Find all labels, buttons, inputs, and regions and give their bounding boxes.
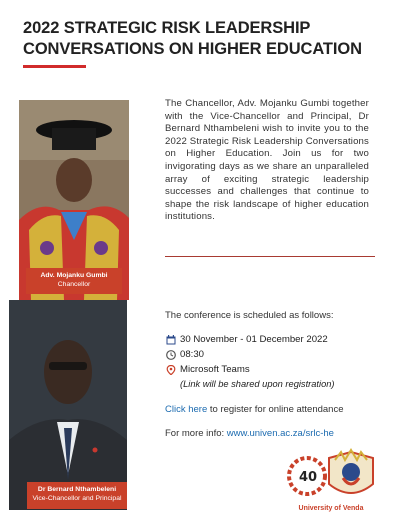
registration-note: (Link will be shared upon registration): [180, 379, 335, 389]
location-pin-icon: [166, 365, 176, 375]
vice-chancellor-caption: [27, 482, 127, 509]
logo-text: University of Venda: [298, 505, 364, 512]
schedule-time-row: [166, 349, 204, 360]
vice-chancellor-role: Vice-Chancellor and Principal: [32, 494, 122, 502]
schedule-venue-row: [166, 364, 250, 375]
schedule-date: 30 November - 01 December 2022: [180, 334, 328, 345]
more-info-line: [165, 428, 334, 439]
register-link[interactable]: Click here: [165, 404, 208, 415]
vice-chancellor-photo: [9, 300, 127, 510]
university-logo: [285, 448, 377, 514]
schedule-date-row: [166, 334, 328, 345]
register-text: to register for online attendance: [207, 404, 344, 415]
title-line-1: 2022 STRATEGIC RISK LEADERSHIP: [23, 19, 311, 37]
page-title: [23, 18, 383, 60]
more-info-link[interactable]: www.univen.ac.za/srlc-he: [226, 428, 334, 439]
title-line-2: CONVERSATIONS ON HIGHER EDUCATION: [23, 40, 362, 58]
vice-chancellor-name: Dr Bernard Nthambeleni: [37, 486, 117, 493]
chancellor-name: Adv. Mojanku Gumbi: [40, 272, 108, 279]
schedule-time: 08:30: [180, 349, 205, 360]
schedule-venue: Microsoft Teams: [180, 364, 250, 375]
invitation-text: The Chancellor, Adv. Mojanku Gumbi together with the Vice-Chancellor and Principal, Dr Bernard Nthambeleni wish to invite you to the 2022 Strategic Risk Leadership Conversations on Higher Education. Join us for two invigorating days as we share an unparalleled array of exciting strategic leadership successes and challenges that continue to shape the risk landscape of higher education institutions.: [165, 98, 369, 223]
chancellor-caption: [26, 268, 122, 294]
register-line: [165, 404, 344, 415]
chancellor-role: Chancellor: [57, 280, 91, 288]
logo-badge: 40: [299, 470, 318, 485]
calendar-icon: [166, 335, 176, 345]
title-underline: [23, 65, 86, 68]
section-divider: [165, 256, 375, 257]
schedule-heading: The conference is scheduled as follows:: [165, 310, 334, 321]
clock-icon: [166, 350, 176, 360]
more-info-label: For more info:: [165, 428, 227, 439]
